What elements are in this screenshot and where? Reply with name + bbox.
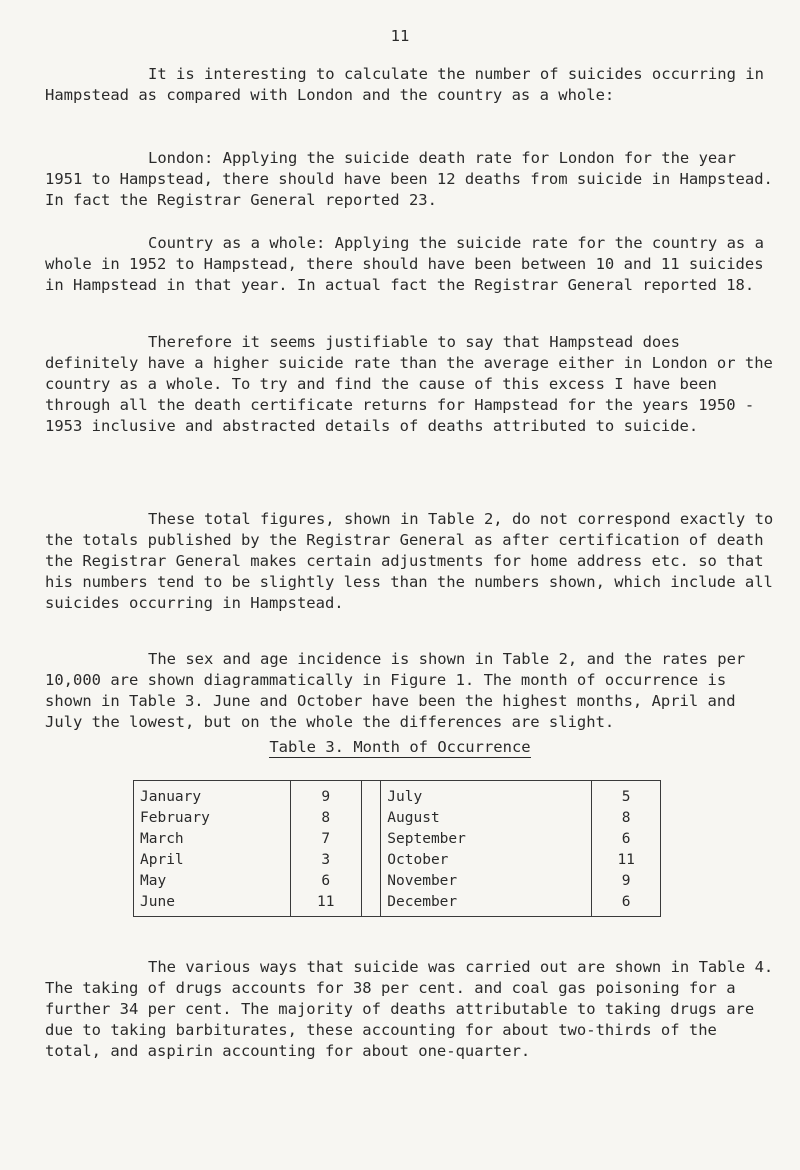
column-divider: [361, 828, 380, 849]
paragraph-incidence: The sex and age incidence is shown in Table 2, and the rates per 10,000 are shown diagrammatically in Figure 1. The month of occurrence is shown in Table 3. June and October have been the highest months, April and July the lowest, but on the whole the differences are slight.: [45, 650, 746, 731]
month-table-container: [133, 780, 661, 928]
table-caption-text: Table 3. Month of Occurrence: [269, 738, 531, 756]
count-cell: 6: [592, 891, 661, 917]
count-cell: 8: [592, 807, 661, 828]
month-cell: March: [134, 828, 291, 849]
month-cell: January: [134, 781, 291, 808]
count-cell: 9: [592, 870, 661, 891]
count-cell: 11: [290, 891, 361, 917]
paragraph-london: London: Applying the suicide death rate for London for the year 1951 to Hampstead, there should have been 12 deaths from suicide in Hampstead. In fact the Registrar General reported 23.: [45, 149, 773, 209]
paragraph-totals: These total figures, shown in Table 2, do not correspond exactly to the totals published by the Registrar General as after certification of death the Registrar General makes certain adjustments for home address etc. so that his numbers tend to be slightly less than the numbers shown, which include all suicides occurring in Hampstead.: [45, 510, 774, 612]
paragraph-country: Country as a whole: Applying the suicide rate for the country as a whole in 1952 to Hampstead, there should have been between 10 and 11 suicides in Hampstead in that year. In actual fact the Registrar General reported 18.: [45, 234, 764, 294]
count-cell: 11: [592, 849, 661, 870]
column-divider: [361, 870, 380, 891]
table-row: [134, 781, 661, 808]
month-cell: June: [134, 891, 291, 917]
month-cell: November: [381, 870, 592, 891]
month-cell: May: [134, 870, 291, 891]
count-cell: 3: [290, 849, 361, 870]
month-cell: December: [381, 891, 592, 917]
table-row: [134, 891, 661, 917]
table-caption: [0, 737, 800, 758]
month-cell: July: [381, 781, 592, 808]
column-divider: [361, 849, 380, 870]
column-divider: [361, 891, 380, 917]
month-cell: September: [381, 828, 592, 849]
month-cell: August: [381, 807, 592, 828]
page-number: 11: [390, 27, 410, 45]
count-cell: 6: [592, 828, 661, 849]
count-cell: 9: [290, 781, 361, 808]
count-cell: 5: [592, 781, 661, 808]
table-row: [134, 870, 661, 891]
column-divider: [361, 781, 380, 808]
count-cell: 7: [290, 828, 361, 849]
table-row: [134, 828, 661, 849]
count-cell: 6: [290, 870, 361, 891]
month-cell: February: [134, 807, 291, 828]
column-divider: [361, 807, 380, 828]
paragraph-ways: The various ways that suicide was carried out are shown in Table 4. The taking of drugs accounts for 38 per cent. and coal gas poisoning for a further 34 per cent. The majority of deaths attributable to taking drugs are due to taking barbiturates, these accounting for about two-thirds of the total, and aspirin accounting for about one-quarter.: [45, 958, 774, 1060]
paragraph-therefore: Therefore it seems justifiable to say that Hampstead does definitely have a higher suicide rate than the average either in London or the country as a whole. To try and find the cause of this excess I have been through all the death certificate returns for Hampstead for the years 1950 - 1953 inclusive and abstracted details of deaths attributed to suicide.: [45, 333, 773, 435]
month-cell: October: [381, 849, 592, 870]
month-cell: April: [134, 849, 291, 870]
table-row: [134, 807, 661, 828]
table-row: [134, 849, 661, 870]
count-cell: 8: [290, 807, 361, 828]
month-of-occurrence-table: [133, 780, 661, 917]
paragraph-intro: It is interesting to calculate the number of suicides occurring in Hampstead as compared with London and the country as a whole:: [45, 65, 764, 104]
